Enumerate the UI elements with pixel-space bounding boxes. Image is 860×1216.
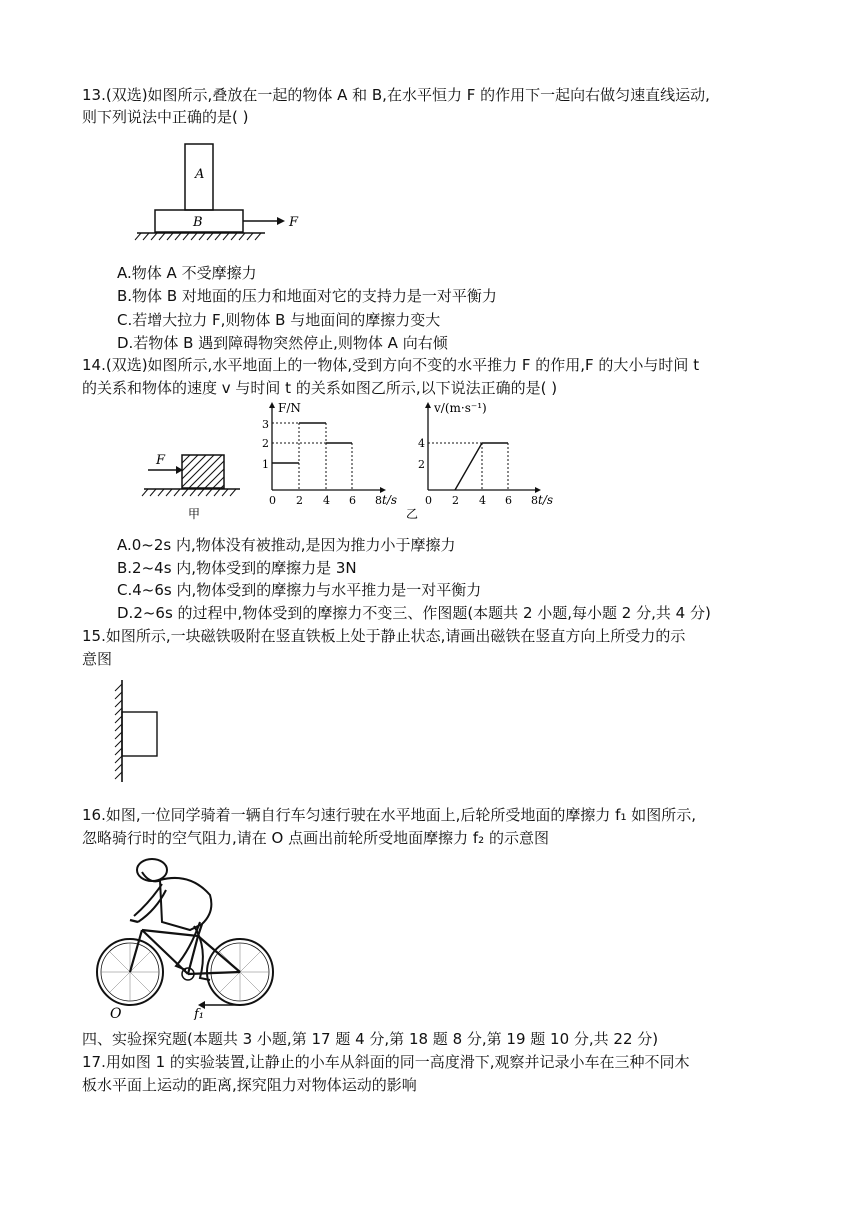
q14-stem-line2: 的关系和物体的速度 v 与时间 t 的关系如图乙所示,以下说法正确的是( ) [82,379,558,397]
friction-f1-label: f₁ [194,1007,205,1020]
svg-text:4: 4 [479,494,486,507]
svg-text:6: 6 [505,494,512,507]
vt-xlabel: t/s [538,493,554,507]
q17-stem-line2: 板水平面上运动的距离,探究阻力对物体运动的影响 [82,1076,417,1094]
svg-text:2: 2 [296,494,303,507]
svg-text:4: 4 [418,437,425,450]
svg-text:8: 8 [375,494,382,507]
q13-option-b: B.物体 B 对地面的压力和地面对它的支持力是一对平衡力 [117,287,497,305]
q14-option-b: B.2~4s 内,物体受到的摩擦力是 3N [117,559,357,577]
block-a-label: A [195,167,205,182]
point-o-label: O [110,1006,122,1020]
svg-text:3: 3 [262,418,269,431]
magnet-block [122,712,157,756]
ft-ylabel: F/N [278,401,301,415]
svg-text:8: 8 [531,494,538,507]
figure-jia [142,453,240,521]
q15-stem-line1: 15.如图所示,一块磁铁吸附在竖直铁板上处于静止状态,请画出磁铁在竖直方向上所受力的示 [82,627,686,645]
q13-stem-line2: 则下列说法中正确的是( ) [82,108,249,126]
force-label: F [289,215,299,230]
velocity-time-graph [418,401,553,507]
jia-force-label: F [156,453,166,468]
iron-plate-hatch [115,684,122,779]
q16-bicycle-figure [90,850,290,1020]
svg-text:1: 1 [262,458,269,471]
q15-stem-line2: 意图 [82,650,113,668]
block-b-label: B [193,215,203,230]
vt-ylabel: v/(m·s⁻¹) [434,401,487,415]
q14-option-d: D.2~6s 的过程中,物体受到的摩擦力不变三、作图题(本题共 2 小题,每小题 2 分,共 4 分) [117,604,711,622]
q14-option-a: A.0~2s 内,物体没有被推动,是因为推力小于摩擦力 [117,536,456,554]
force-time-graph [262,401,418,521]
svg-text:2: 2 [418,458,425,471]
section4-heading: 四、实验探究题(本题共 3 小题,第 17 题 4 分,第 18 题 8 分,第 19 题 10 分,共 22 分) [82,1030,659,1048]
q13-option-c: C.若增大拉力 F,则物体 B 与地面间的摩擦力变大 [117,311,441,329]
ft-xlabel: t/s [382,493,398,507]
label-jia: 甲 [188,507,201,521]
q14-stem-line1: 14.(双选)如图所示,水平地面上的一物体,受到方向不变的水平推力 F 的作用,F 的大小与时间 t [82,356,700,374]
q16-stem-line2: 忽略骑行时的空气阻力,请在 O 点画出前轮所受地面摩擦力 f₂ 的示意图 [82,829,549,847]
svg-text:0: 0 [425,494,432,507]
force-arrow-icon [277,217,285,225]
q14-option-c: C.4~6s 内,物体受到的摩擦力与水平推力是一对平衡力 [117,581,482,599]
q15-figure [108,678,178,786]
rider [134,859,211,980]
q13-figure [125,138,325,248]
ground-hatch [135,233,261,240]
q13-option-d: D.若物体 B 遇到障碍物突然停止,则物体 A 向右倾 [117,334,448,352]
q16-stem-line1: 16.如图,一位同学骑着一辆自行车匀速行驶在水平地面上,后轮所受地面的摩擦力 f₁ 如图所示, [82,806,696,824]
label-yi: 乙 [406,507,419,521]
q14-figure [130,400,570,525]
svg-text:2: 2 [262,437,269,450]
q17-stem-line1: 17.用如图 1 的实验装置,让静止的小车从斜面的同一高度滑下,观察并记录小车在三种不同木 [82,1053,690,1071]
svg-text:2: 2 [452,494,459,507]
svg-text:0: 0 [269,494,276,507]
q13-option-a: A.物体 A 不受摩擦力 [117,264,257,282]
svg-text:6: 6 [349,494,356,507]
q13-stem-line1: 13.(双选)如图所示,叠放在一起的物体 A 和 B,在水平恒力 F 的作用下一起向右做匀速直线运动, [82,86,710,104]
svg-text:4: 4 [323,494,330,507]
